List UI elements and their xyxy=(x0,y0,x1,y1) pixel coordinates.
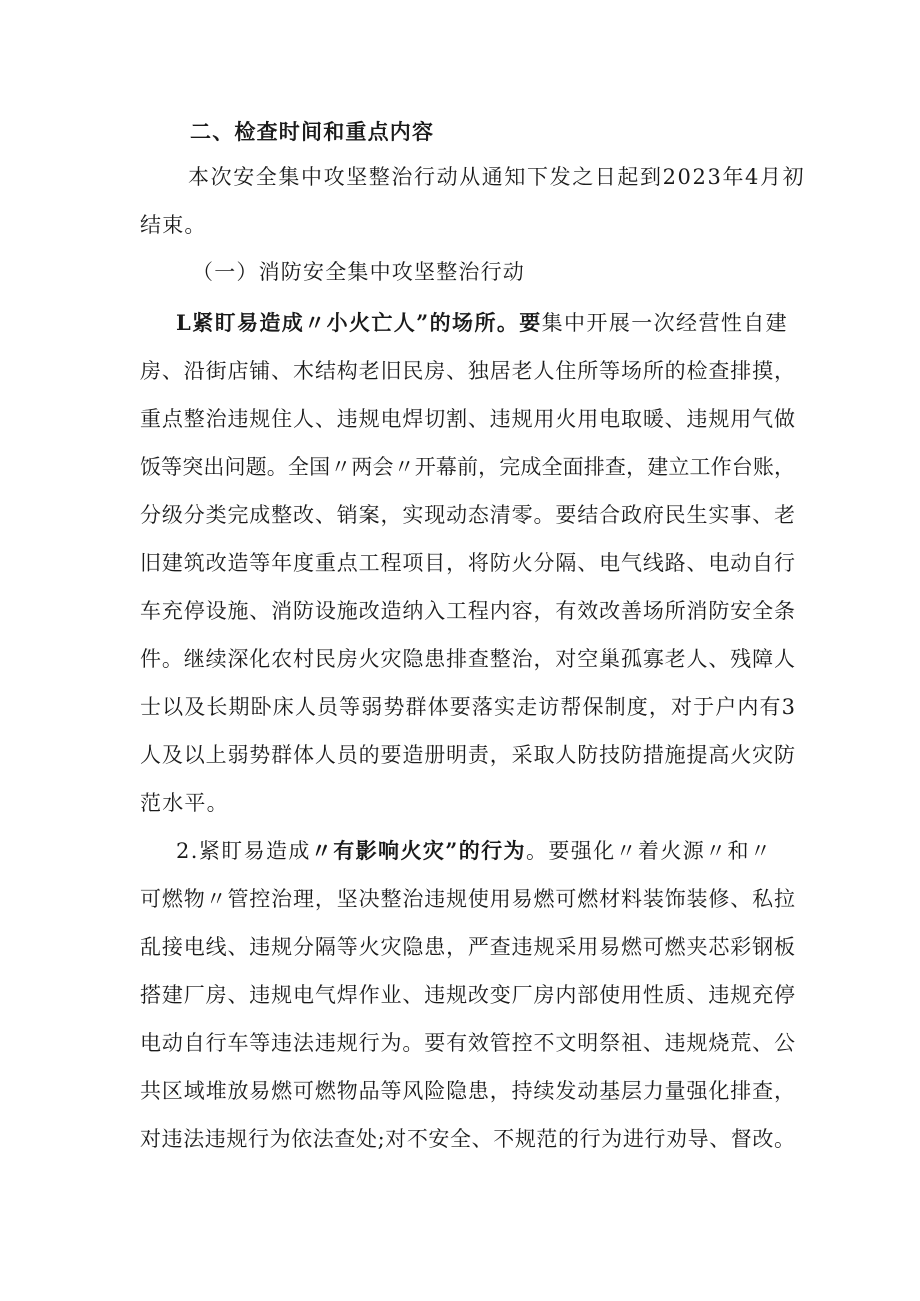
para1-line: 分级分类完成整改、销案，实现动态清零。要结合政府民生实事、老 xyxy=(140,503,795,527)
para1-line: 房、沿街店铺、木结构老旧民房、独居老人住所等场所的检查排摸， xyxy=(140,359,795,383)
para2-line: 共区域堆放易燃可燃物品等风险隐患，持续发动基层力量强化排查， xyxy=(140,1079,795,1103)
para1-line: 饭等突出问题。全国〃两会〃开幕前，完成全面排查，建立工作台账， xyxy=(140,455,795,479)
para1-line: 重点整治违规住人、违规电焊切割、违规用火用电取暖、违规用气做 xyxy=(140,407,795,431)
para1-line: 车充停设施、消防设施改造纳入工程内容，有效改善场所消防安全条 xyxy=(140,599,795,623)
intro-line-1: 本次安全集中攻坚整治行动从通知下发之日起到2023年4月初 xyxy=(188,165,806,189)
para1-line: 人及以上弱势群体人员的要造册明责，采取人防技防措施提高火灾防 xyxy=(140,743,795,767)
para1-first-line-rest: 集中开展一次经营性自建 xyxy=(541,311,789,335)
intro-line-2: 结束。 xyxy=(140,213,207,237)
para1-lead: L紧盯易造成〃小火亡人”的场所。要 xyxy=(176,310,542,335)
para2-line: 乱接电线、违规分隔等火灾隐患，严查违规采用易燃可燃夹芯彩钢板 xyxy=(140,935,795,959)
para2-line: 可燃物〃管控治理，坚决整治违规使用易燃可燃材料装饰装修、私拉 xyxy=(140,887,795,911)
para2-line: 搭建厂房、违规电气焊作业、违规改变厂房内部使用性质、违规充停 xyxy=(140,983,795,1007)
para1-line: 范水平。 xyxy=(140,791,229,815)
para2-lead: 〃有影响火灾”的行为 xyxy=(310,838,526,863)
para2-line: 电动自行车等违法违规行为。要有效管控不文明祭祖、违规烧荒、公 xyxy=(140,1031,795,1055)
subheading: （一）消防安全集中攻坚整治行动 xyxy=(192,260,525,284)
para2-first-line xyxy=(176,836,772,866)
para1-line: 件。继续深化农村民房火灾隐患排查整治，对空巢孤寡老人、残障人 xyxy=(140,647,795,671)
para1-line: 旧建筑改造等年度重点工程项目，将防火分隔、电气线路、电动自行 xyxy=(140,551,795,575)
section-heading: 二、检查时间和重点内容 xyxy=(190,120,435,144)
para2-line: 对违法违规行为依法查处;对不安全、不规范的行为进行劝导、督改。 xyxy=(140,1127,795,1151)
para1-line: 士以及长期卧床人员等弱势群体要落实走访帮保制度，对于户内有3 xyxy=(140,695,795,719)
para2-first-line-rest: 。要强化〃着火源〃和〃 xyxy=(525,839,773,863)
para1-first-line xyxy=(176,308,788,338)
para2-num: 2.紧盯易造成 xyxy=(176,839,311,863)
